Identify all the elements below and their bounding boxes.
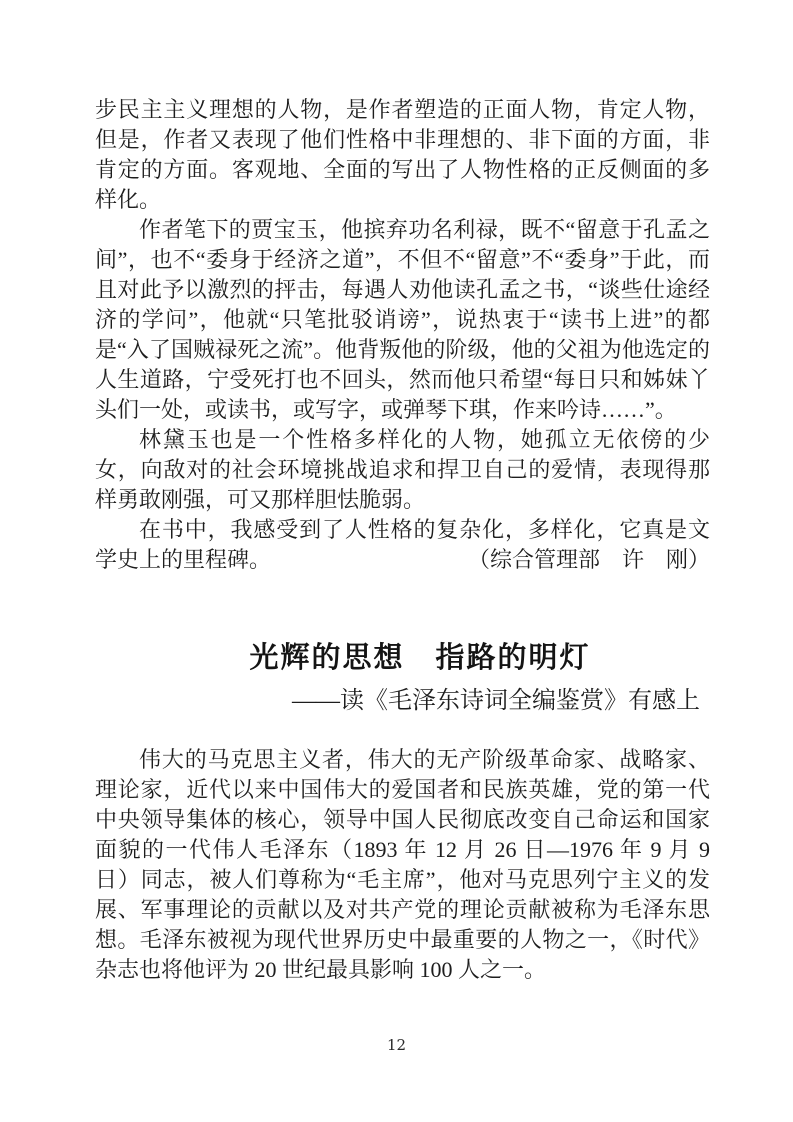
paragraph-mao-intro: 伟大的马克思主义者，伟大的无产阶级革命家、战略家、理论家，近代以来中国伟大的爱国者和民族英雄，党的第一代中央领导集体的核心，领导中国人民彻底改变自己命运和国家面貌的一代伟人毛泽东（1893 年 12 月 26 日—1976 年 9 月 9 日）同志，被人们尊称为“毛主席”，他对马克思列宁主义的发展、军事理论的贡献以及对共产党的理论贡献被称为毛泽东思想。毛泽东被视为现代世界历史中最重要的人物之一，《时代》杂志也将他评为 20 世纪最具影响 100 人之一。 [95, 747, 711, 982]
paragraph-jia-baoyu: 作者笔下的贾宝玉，他摈弃功名利禄，既不“留意于孔孟之间”，也不“委身于经济之道”，不但不“留意”不“委身”于此，而且对此予以激烈的抨击，每遇人劝他读孔孟之书，“谈些仕途经济的学问”，他就“只笔批驳诮谤”，说热衷于“读书上进”的都是“入了国贼禄死之流”。他背叛他的阶级，他的父祖为他选定的人生道路，宁受死打也不回头，然而他只希望“每日只和姊妹丫头们一处，或读书，或写字，或弹琴下琪，作来吟诗……”。 [95, 217, 710, 422]
article-subtitle: ——读《毛泽东诗词全编鉴赏》有感上 [292, 688, 700, 714]
section-book-review [95, 95, 710, 575]
paragraph-conclusion [95, 515, 710, 575]
section-mao-article [95, 639, 710, 985]
page-number: 12 [386, 1036, 407, 1054]
article-title: 光辉的思想 指路的明灯 [249, 642, 591, 674]
page-footer [0, 1036, 793, 1054]
author-signature: （综合管理部 许 刚） [467, 547, 710, 572]
paragraph-continuation: 步民主主义理想的人物，是作者塑造的正面人物，肯定人物，但是，作者又表现了他们性格中非理想的、非下面的方面，非肯定的方面。客观地、全面的写出了人物性格的正反侧面的多样化。 [95, 97, 710, 212]
article-header [95, 639, 710, 717]
paragraph-lin-daiyu: 林黛玉也是一个性格多样化的人物，她孤立无依傍的少女，向敌对的社会环境挑战追求和捍卫自己的爱情，表现得那样勇敢刚强，可又那样胆怯脆弱。 [95, 427, 710, 512]
conclusion-text: 在书中，我感受到了人性格的复杂化，多样化，它真是文学史上的里程碑。 [95, 517, 710, 572]
